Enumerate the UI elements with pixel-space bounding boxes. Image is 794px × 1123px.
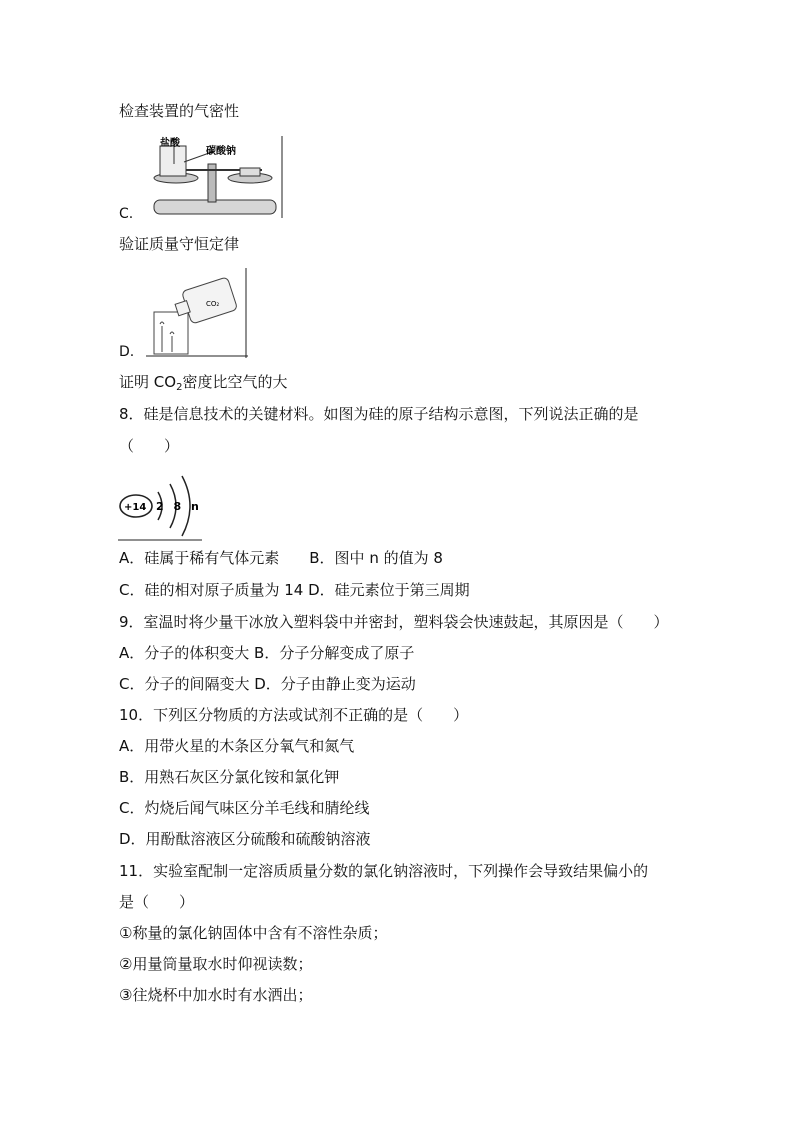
label-co2: CO₂ bbox=[206, 300, 220, 308]
q9-options-row1: A．分子的体积变大 B．分子分解变成了原子 bbox=[119, 644, 415, 662]
q7-d-label: D. bbox=[119, 344, 135, 360]
label-acid: 盐酸 bbox=[160, 138, 180, 149]
q10-option-b: B．用熟石灰区分氯化铵和氯化钾 bbox=[119, 768, 340, 786]
q11-item-2: ②用量筒量取水时仰视读数； bbox=[119, 955, 313, 973]
q10-option-c: C．灼烧后闻气味区分羊毛线和腈纶线 bbox=[119, 799, 370, 817]
q8-options-row1: A．硅属于稀有气体元素 B．图中 n 的值为 8 bbox=[119, 549, 443, 567]
q10-stem: 10．下列区分物质的方法或试剂不正确的是（ ） bbox=[119, 706, 469, 724]
q11-item-1: ①称量的氯化钠固体中含有不溶性杂质； bbox=[119, 924, 388, 942]
atom-nucleus-label: +14 bbox=[124, 502, 147, 513]
q7-c-caption: 验证质量守恒定律 bbox=[119, 235, 240, 253]
balance-figure bbox=[146, 134, 286, 220]
q8-options-row2: C．硅的相对原子质量为 14 D．硅元素位于第三周期 bbox=[119, 581, 470, 599]
q7-c-label: C. bbox=[119, 206, 134, 222]
q11-stem-cont: 是（ ） bbox=[119, 893, 195, 911]
q9-stem: 9．室温时将少量干冰放入塑料袋中并密封，塑料袋会快速鼓起，其原因是（ ） bbox=[119, 613, 669, 631]
q10-option-a: A．用带火星的木条区分氧气和氮气 bbox=[119, 737, 355, 755]
q9-options-row2: C．分子的间隔变大 D．分子由静止变为运动 bbox=[119, 675, 416, 693]
label-sodium-carbonate: 碳酸钠 bbox=[206, 146, 236, 157]
q11-stem: 11．实验室配制一定溶质质量分数的氯化钠溶液时，下列操作会导致结果偏小的 bbox=[119, 862, 649, 880]
co2-pouring-figure bbox=[146, 266, 250, 360]
q7-d-caption-pre: 证明 CO bbox=[119, 373, 177, 391]
atom-shells-label: 2 8 n bbox=[156, 500, 202, 513]
q7-d-caption-post: 密度比空气的大 bbox=[182, 373, 288, 391]
q10-option-d: D．用酚酞溶液区分硫酸和硫酸钠溶液 bbox=[119, 830, 371, 848]
silicon-atom-diagram bbox=[118, 466, 204, 544]
q8-blank: （ ） bbox=[119, 437, 180, 455]
q11-item-3: ③往烧杯中加水时有水洒出； bbox=[119, 986, 313, 1004]
q7-d-caption-sub: 2 bbox=[176, 382, 183, 393]
q8-stem: 8．硅是信息技术的关键材料。如图为硅的原子结构示意图，下列说法正确的是 bbox=[119, 405, 639, 423]
q7-b-caption: 检查装置的气密性 bbox=[119, 102, 240, 120]
q7-d-caption bbox=[119, 372, 287, 398]
